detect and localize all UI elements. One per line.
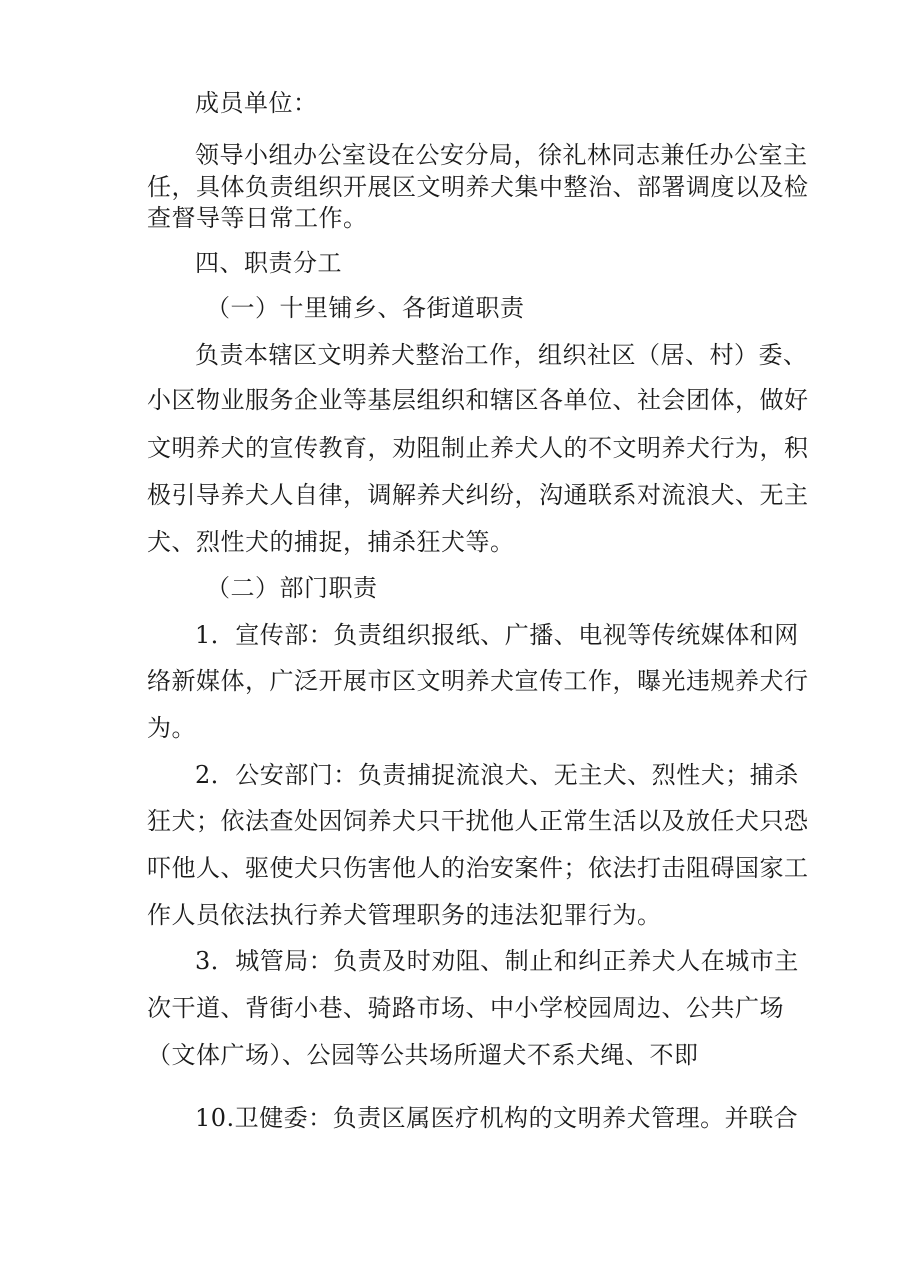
- section-heading: 四、职责分工: [195, 249, 342, 277]
- paragraph-line: 作人员依法执行养犬管理职务的违法犯罪行为。: [147, 901, 662, 929]
- paragraph-line: 络新媒体，广泛开展市区文明养犬宣传工作，曝光违规养犬行: [147, 667, 809, 695]
- paragraph-line: 小区物业服务企业等基层组织和辖区各单位、社会团体，做好: [147, 386, 809, 414]
- paragraph-line: 为。: [147, 714, 196, 742]
- subsection-heading: （二）部门职责: [206, 574, 378, 602]
- paragraph-line: 狂犬；依法查处因饲养犬只干扰他人正常生活以及放任犬只恐: [147, 807, 809, 835]
- paragraph-line: 极引导养犬人自律，调解养犬纠纷，沟通联系对流浪犬、无主: [147, 481, 809, 509]
- paragraph-line: 2．公安部门：负责捕捉流浪犬、无主犬、烈性犬；捕杀: [195, 761, 799, 789]
- paragraph-line: 领导小组办公室设在公安分局，徐礼林同志兼任办公室主: [195, 141, 808, 169]
- paragraph-line: 10.卫健委：负责区属医疗机构的文明养犬管理。并联合: [195, 1104, 799, 1132]
- paragraph-line: （文体广场）、公园等公共场所遛犬不系犬绳、不即: [147, 1041, 699, 1069]
- paragraph-line: 犬、烈性犬的捕捉，捕杀狂犬等。: [147, 528, 515, 556]
- member-units-heading: 成员单位：: [195, 89, 318, 117]
- paragraph-line: 任，具体负责组织开展区文明养犬集中整治、部署调度以及检: [147, 173, 809, 201]
- paragraph-line: 次干道、背街小巷、骑路市场、中小学校园周边、公共广场: [147, 994, 784, 1022]
- paragraph-line: 3．城管局：负责及时劝阻、制止和纠正养犬人在城市主: [195, 947, 799, 975]
- paragraph-line: 负责本辖区文明养犬整治工作，组织社区（居、村）委、: [195, 341, 808, 369]
- paragraph-line: 1．宣传部：负责组织报纸、广播、电视等传统媒体和网: [195, 621, 799, 649]
- subsection-heading: （一）十里铺乡、各街道职责: [206, 294, 525, 322]
- paragraph-line: 文明养犬的宣传教育，劝阻制止养犬人的不文明养犬行为，积: [147, 434, 809, 462]
- paragraph-line: 吓他人、驱使犬只伤害他人的治安案件；依法打击阻碍国家工: [147, 854, 809, 882]
- paragraph-line: 查督导等日常工作。: [147, 204, 368, 232]
